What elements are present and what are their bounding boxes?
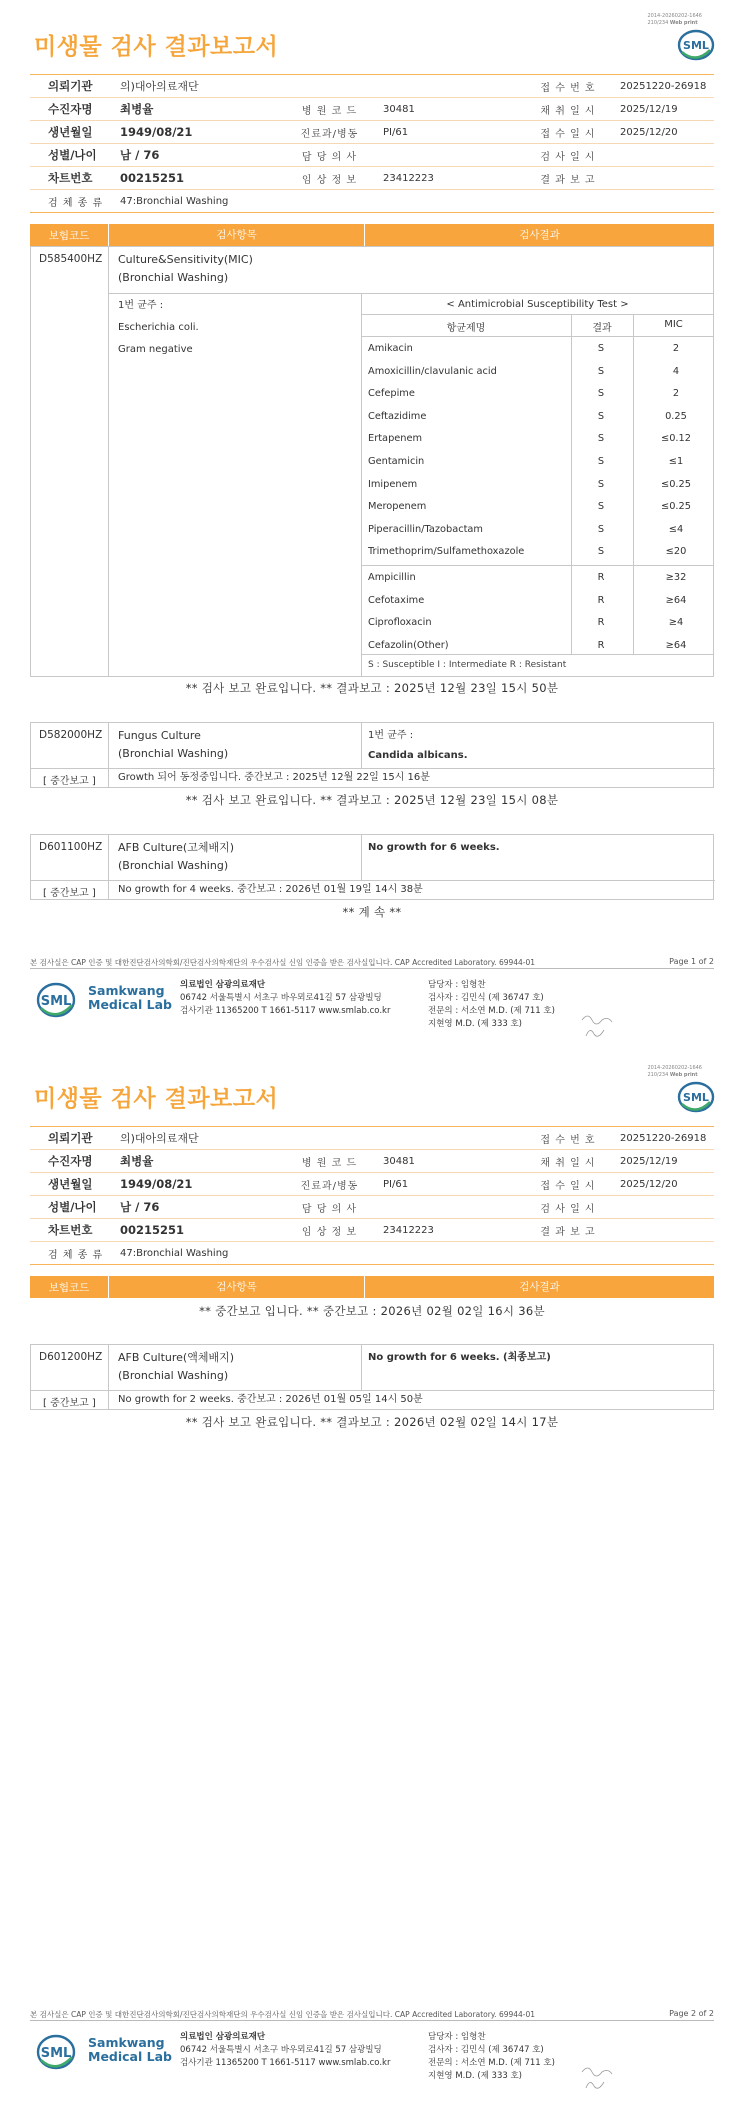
ast-col-drug: 항균제명 xyxy=(446,323,486,334)
ast-col-mic: MIC xyxy=(664,319,683,330)
ast-mic-value: ≥32 xyxy=(665,572,687,583)
lab-name: Samkwang Medical Lab xyxy=(88,2035,172,2064)
info-row: 성별/나이 남 / 76 담 당 의 사 검 사 일 시 xyxy=(30,1196,714,1219)
patient-info-table xyxy=(30,74,714,213)
report-title: 미생물 검사 결과보고서 xyxy=(34,1086,279,1112)
ast-result: S xyxy=(597,365,605,377)
info-row: 수진자명 최병율 병 원 코 드 30481 채 취 일 시 2025/12/19 xyxy=(30,98,714,121)
ast-drug-name: Amoxicillin/clavulanic acid xyxy=(368,365,497,377)
ast-drug-name: Trimethoprim/Sulfamethoxazole xyxy=(368,546,525,558)
gram-stain: Gram negative xyxy=(118,344,193,355)
ast-mic-value: ≥64 xyxy=(665,639,687,651)
continued-note: ** 계 속 ** xyxy=(342,905,402,919)
results-header-bar: 보험코드 검사항목 검사결과 xyxy=(30,1276,714,1298)
interim-note: ** 중간보고 입니다. ** 중간보고 : 2026년 02월 02일 16시 36분 xyxy=(199,1304,545,1318)
ast-mic-value: ≤0.25 xyxy=(660,478,692,490)
signature-icon xyxy=(578,1010,618,1042)
ast-drug-name: Cefepime xyxy=(368,388,415,400)
test2-final-note: ** 검사 보고 완료입니다. ** 결과보고 : 2025년 12월 23일 15시 08분 xyxy=(185,793,559,807)
ast-result: R xyxy=(597,594,605,606)
ast-drug-name: Ampicillin xyxy=(368,572,416,583)
ast-mic-value: 2 xyxy=(672,388,680,400)
info-row: 의뢰기관 의)대아의료재단 접 수 번 호 20251220-26918 xyxy=(30,75,714,98)
info-row: 의뢰기관 의)대아의료재단 접 수 번 호 20251220-26918 xyxy=(30,1127,714,1150)
ast-legend: S : Susceptible I : Intermediate R : Resistant xyxy=(368,660,567,670)
accreditation-note: 본 검사실은 CAP 인증 및 대한진단검사의학회/진단검사의학재단의 우수검사실 신임 인증을 받은 검사실입니다. CAP Accredited Laboratory. 69944-01 xyxy=(30,2010,536,2019)
test-culture-sensitivity: D585400HZ Culture&Sensitivity(MIC) (Bronchial Washing) 1번 균주 : Escherichia coli. Gram negative < Antimicrobial Susceptibility Test > 항균제명 결과 MIC Amikacin S 2 Amoxicillin/clavulanic acid S 4 Cefepime S 2 Ceftazidime S 0.25 Ertapenem S ≤0.12 Gentamicin S ≤1 Imipenem S ≤0.25 Meropenem S ≤0.25 Piperacillin/Tazobactam S ≤4 Trimethoprim/Sulfamethoxazole S ≤20 Ampicillin R ≥32 Cefotaxime R ≥64 Ciprofloxacin R ≥4 Cefazolin(Other) R ≥64 S : Susceptible I : Intermediate R : Resistant xyxy=(30,246,714,677)
ast-drug-name: Piperacillin/Tazobactam xyxy=(368,523,483,535)
patient-info-table xyxy=(30,1126,714,1265)
print-meta: 2014-20260202-1646 210/234 Web print xyxy=(647,1065,702,1078)
sml-logo-icon xyxy=(676,28,716,62)
ast-result: S xyxy=(597,388,605,400)
ast-result: R xyxy=(597,572,605,583)
info-row-specimen: 검 체 종 류 47:Bronchial Washing xyxy=(30,190,714,213)
test-afb-solid: D601100HZ AFB Culture(고체배지) (Bronchial Washing) No growth for 6 weeks. [ 중간보고 ] No growth for 4 weeks. 중간보고 : 2026년 01월 19일 14시 38분 xyxy=(30,834,714,900)
ast-drug-name: Meropenem xyxy=(368,501,427,513)
ast-result: S xyxy=(597,478,605,490)
ast-result: R xyxy=(597,617,605,629)
svg-text:SML: SML xyxy=(40,994,72,1009)
report-title: 미생물 검사 결과보고서 xyxy=(34,34,279,60)
results-header-bar: 보험코드 검사항목 검사결과 xyxy=(30,224,714,246)
ast-col-result: 결과 xyxy=(592,323,612,334)
ast-result: R xyxy=(597,639,605,651)
ast-drug-name: Imipenem xyxy=(368,478,418,490)
ast-drug-name: Amikacin xyxy=(368,343,413,354)
ast-result: S xyxy=(597,410,605,422)
info-row: 생년월일 1949/08/21 진료과/병동 PI/61 접 수 일 시 2025/12/20 xyxy=(30,121,714,144)
sml-logo-icon xyxy=(676,1080,716,1114)
ast-result: S xyxy=(597,523,605,535)
lab-address: 의료법인 삼광의료재단 06742 서울특별시 서초구 바우뫼로41길 57 삼광빌딩 검사기관 11365200 T 1661-5117 www.smlab.co.kr xyxy=(180,2032,391,2068)
svg-text:SML: SML xyxy=(683,1091,709,1104)
ast-mic-value: ≤0.12 xyxy=(660,433,692,445)
staff-list: 담당자 : 임형찬 검사자 : 김민식 (제 36747 호) 전문의 : 서소연 M.D. (제 711 호) 지현영 M.D. (제 333 호) xyxy=(428,2032,555,2081)
ast-mic-value: ≤1 xyxy=(668,456,684,467)
organism-label: 1번 균주 : xyxy=(118,300,164,311)
ast-drug-name: Ceftazidime xyxy=(368,410,427,422)
test-fungus-culture: D582000HZ Fungus Culture (Bronchial Washing) 1번 균주 : Candida albicans. [ 중간보고 ] Growth 되어 동정중입니다. 중간보고 : 2025년 12월 22일 15시 16분 xyxy=(30,722,714,788)
svg-text:SML: SML xyxy=(683,39,709,52)
svg-text:SML: SML xyxy=(40,2046,72,2061)
organism-name: Escherichia coli. xyxy=(118,322,199,333)
lab-address: 의료법인 삼광의료재단 06742 서울특별시 서초구 바우뫼로41길 57 삼광빌딩 검사기관 11365200 T 1661-5117 www.smlab.co.kr xyxy=(180,980,391,1016)
info-row: 차트번호 00215251 임 상 정 보 23412223 결 과 보 고 xyxy=(30,1219,714,1242)
test4-final-note: ** 검사 보고 완료입니다. ** 결과보고 : 2026년 02월 02일 14시 17분 xyxy=(185,1415,559,1429)
ast-title: < Antimicrobial Susceptibility Test > xyxy=(446,299,629,310)
ast-result: S xyxy=(597,546,605,558)
lab-name: Samkwang Medical Lab xyxy=(88,983,172,1012)
ast-drug-name: Cefazolin(Other) xyxy=(368,639,449,651)
accreditation-note: 본 검사실은 CAP 인증 및 대한진단검사의학회/진단검사의학재단의 우수검사실 신임 인증을 받은 검사실입니다. CAP Accredited Laboratory. 69944-01 xyxy=(30,958,536,967)
ast-drug-name: Ertapenem xyxy=(368,433,423,445)
staff-list: 담당자 : 임형찬 검사자 : 김민식 (제 36747 호) 전문의 : 서소연 M.D. (제 711 호) 지현영 M.D. (제 333 호) xyxy=(428,980,555,1029)
info-row-specimen: 검 체 종 류 47:Bronchial Washing xyxy=(30,1242,714,1265)
ast-result: S xyxy=(597,456,605,467)
ast-drug-name: Ciprofloxacin xyxy=(368,617,432,629)
info-row: 수진자명 최병율 병 원 코 드 30481 채 취 일 시 2025/12/19 xyxy=(30,1150,714,1173)
info-row: 차트번호 00215251 임 상 정 보 23412223 결 과 보 고 xyxy=(30,167,714,190)
ast-drug-name: Gentamicin xyxy=(368,456,425,467)
signature-icon xyxy=(578,2062,618,2094)
ast-result: S xyxy=(597,343,605,354)
test1-final-note: ** 검사 보고 완료입니다. ** 결과보고 : 2025년 12월 23일 15시 50분 xyxy=(185,681,559,695)
report-page-2 xyxy=(0,1052,744,2104)
ast-mic-value: ≥4 xyxy=(668,617,684,629)
info-row: 성별/나이 남 / 76 담 당 의 사 검 사 일 시 xyxy=(30,144,714,167)
info-row: 생년월일 1949/08/21 진료과/병동 PI/61 접 수 일 시 2025/12/20 xyxy=(30,1173,714,1196)
ast-mic-value: ≥64 xyxy=(665,594,687,606)
ast-mic-value: 2 xyxy=(672,343,680,354)
ast-mic-value: 0.25 xyxy=(665,410,687,422)
print-meta: 2014-20260202-1646 210/234 Web print xyxy=(647,13,702,26)
page-number: Page 1 of 2 xyxy=(669,957,714,966)
page-number: Page 2 of 2 xyxy=(669,2009,714,2018)
ast-result: S xyxy=(597,501,605,513)
ast-mic-value: ≤4 xyxy=(668,523,684,535)
ast-mic-value: ≤20 xyxy=(665,546,687,558)
ast-drug-name: Cefotaxime xyxy=(368,594,425,606)
test-afb-liquid: D601200HZ AFB Culture(액체배지) (Bronchial Washing) No growth for 6 weeks. (최종보고) [ 중간보고 ] No growth for 2 weeks. 중간보고 : 2026년 01월 05일 14시 50분 xyxy=(30,1344,714,1410)
ast-mic-value: ≤0.25 xyxy=(660,501,692,513)
ast-result: S xyxy=(597,433,605,445)
ast-mic-value: 4 xyxy=(672,365,680,377)
